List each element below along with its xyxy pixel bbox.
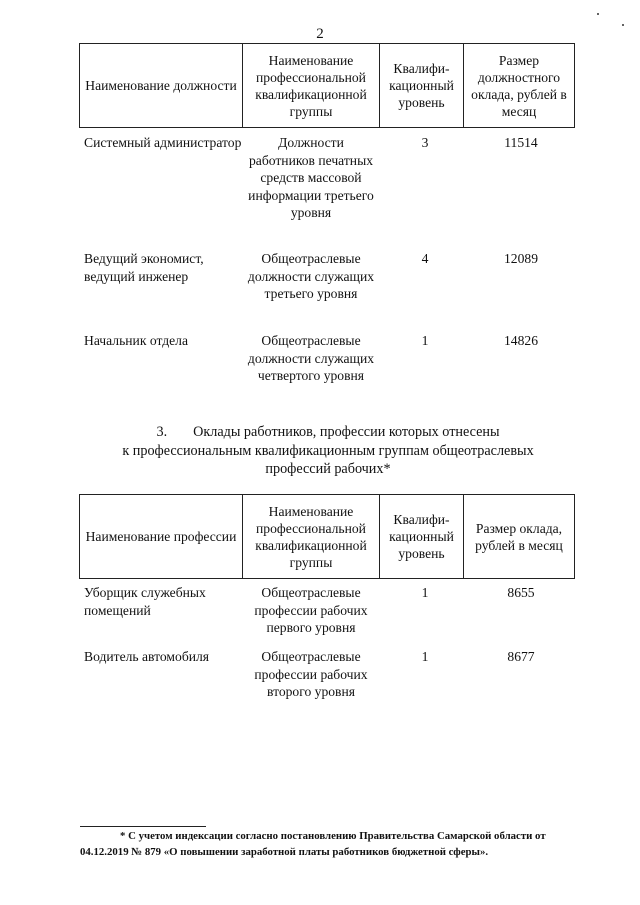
- qualification-level: 3: [421, 135, 429, 150]
- header-position-name: Наименование должности: [80, 44, 243, 128]
- qualification-group: Общеотраслевые должности служащих третьего уровня: [247, 251, 375, 301]
- section-heading-line-1: [80, 423, 576, 442]
- section-title-line-2: к профессиональным квалификационным группам общеотраслевых: [122, 442, 534, 459]
- footnote-line-1: * С учетом индексации согласно постановлению Правительства Самарской области от: [120, 830, 546, 842]
- position-name: Ведущий экономист, ведущий инженер: [84, 251, 204, 284]
- qualification-group: Общеотраслевые должности служащих четвертого уровня: [247, 333, 375, 383]
- header-qualification-level: Квалифи-кационный уровень: [380, 44, 464, 128]
- salary-value: 8677: [507, 649, 535, 664]
- header-qualification-group: Наименование профессиональной квалификационной группы: [243, 495, 380, 579]
- qualification-level: 1: [421, 649, 429, 664]
- salary-value: 11514: [504, 135, 538, 150]
- section-heading: [80, 423, 576, 479]
- footnote-separator: [80, 826, 206, 827]
- professions-table-header: [79, 494, 575, 579]
- section-title-line-3: профессий рабочих*: [265, 461, 391, 477]
- header-salary: Размер оклада, рублей в месяц: [464, 495, 575, 579]
- qualification-level: 1: [421, 333, 429, 348]
- qualification-group: Общеотраслевые профессии рабочих первого уровня: [254, 585, 368, 635]
- section-title-line-1: Оклады работников, профессии которых отнесены: [193, 424, 500, 440]
- footnote: [80, 829, 574, 860]
- qualification-group: Общеотраслевые профессии рабочих второго уровня: [254, 649, 368, 699]
- header-qualification-level: Квалифи-кационный уровень: [380, 495, 464, 579]
- profession-name: Уборщик служебных помещений: [84, 585, 206, 618]
- salary-value: 12089: [504, 251, 538, 266]
- header-profession-name: Наименование профессии: [80, 495, 243, 579]
- page-number: 2: [316, 26, 324, 42]
- position-name: Системный администратор: [84, 135, 242, 150]
- qualification-level: 4: [421, 251, 429, 266]
- scan-mark: [597, 13, 599, 15]
- header-salary: Размер должностного оклада, рублей в месяц: [464, 44, 575, 128]
- header-qualification-group: Наименование профессиональной квалификационной группы: [243, 44, 380, 128]
- salary-value: 8655: [507, 585, 535, 600]
- footnote-line-2: 04.12.2019 № 879 «О повышении заработной платы работников бюджетной сферы».: [80, 845, 489, 858]
- positions-table-header: [79, 43, 575, 128]
- profession-name: Водитель автомобиля: [84, 649, 210, 664]
- qualification-group: Должности работников печатных средств массовой информации третьего уровня: [248, 135, 374, 220]
- qualification-level: 1: [421, 585, 429, 600]
- salary-value: 14826: [504, 333, 538, 348]
- section-number: 3.: [156, 424, 168, 440]
- position-name: Начальник отдела: [84, 333, 188, 348]
